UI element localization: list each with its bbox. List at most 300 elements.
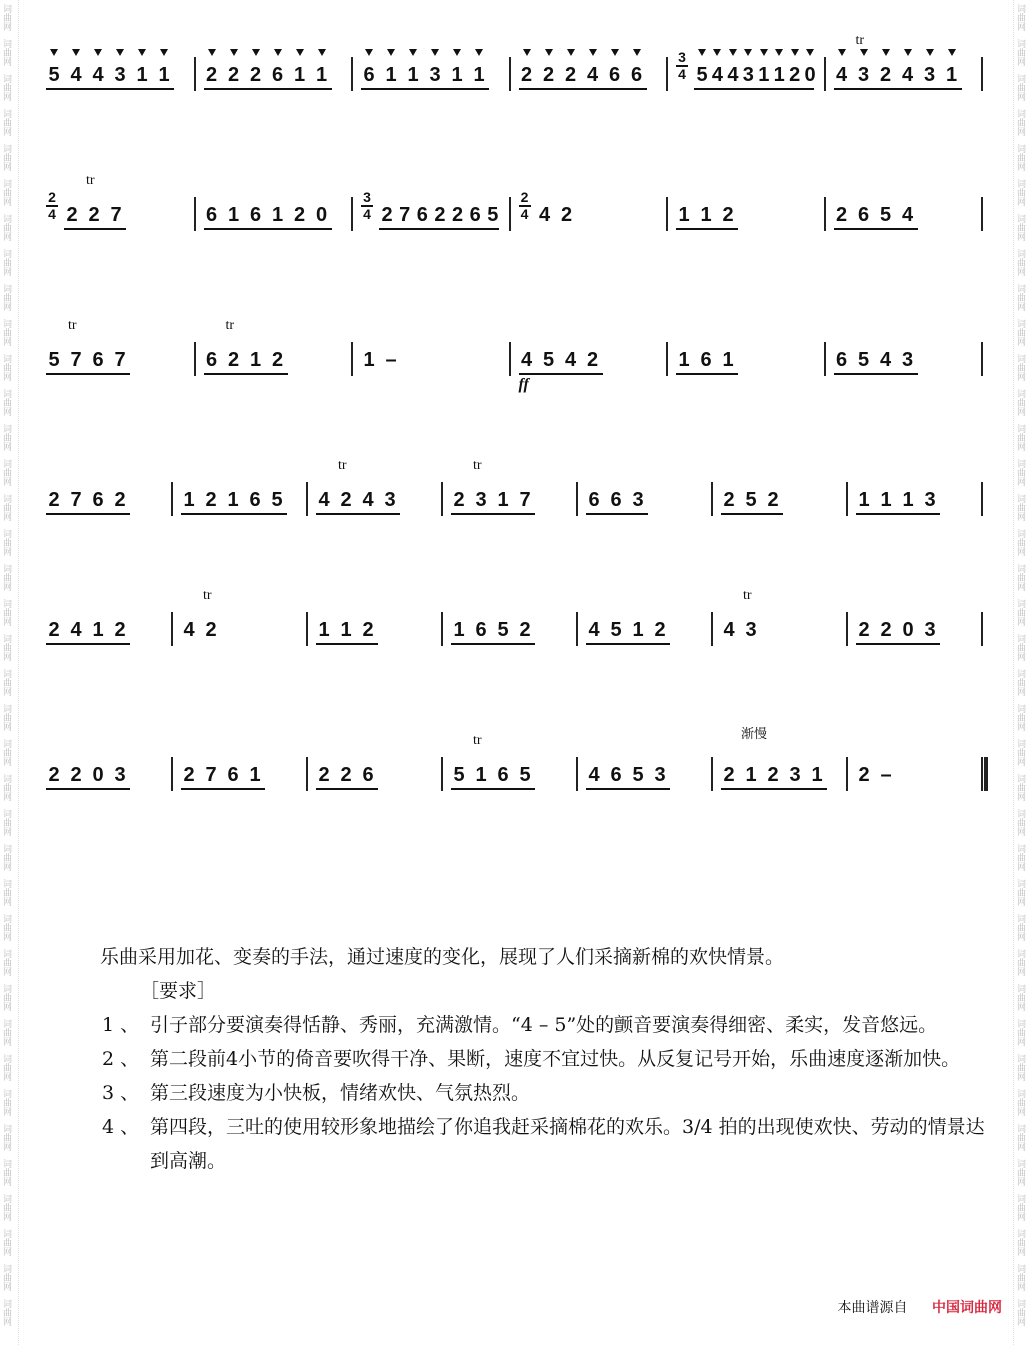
jianpu-note: 5 — [696, 64, 708, 86]
bar-line — [171, 757, 173, 791]
watermark-text: 词曲网 — [1015, 949, 1025, 976]
bar-line — [171, 612, 173, 646]
jianpu-note: 1 — [385, 64, 397, 86]
watermark-text: 词曲网 — [1, 1019, 11, 1046]
beam-underline — [586, 643, 670, 645]
jianpu-note: 4 — [70, 619, 82, 641]
staccato-mark — [926, 49, 934, 56]
bar-line — [576, 482, 578, 516]
jianpu-note: 5 — [879, 204, 892, 226]
watermark-text: 词曲网 — [1015, 354, 1025, 381]
jianpu-note: 4 — [711, 64, 723, 86]
jianpu-note: 6 — [271, 64, 284, 86]
beam-underline — [64, 228, 126, 230]
jianpu-note: – — [385, 349, 397, 371]
jianpu-note: 3 — [632, 489, 644, 511]
jianpu-note: 4 — [183, 619, 195, 641]
watermark-text: 词曲网 — [1, 879, 11, 906]
jianpu-note: 7 — [114, 349, 126, 371]
watermark-text: 词曲网 — [1, 634, 11, 661]
beam-underline — [316, 788, 378, 790]
jianpu-note: 2 — [381, 204, 393, 226]
jianpu-note: 1 — [880, 489, 892, 511]
jianpu-note: 2 — [520, 64, 533, 86]
requirement-item — [100, 1110, 1000, 1178]
jianpu-note: 5 — [487, 204, 499, 226]
watermark-text: 词曲网 — [1, 494, 11, 521]
jianpu-note: 1 — [453, 619, 465, 641]
requirement-item — [100, 1008, 1000, 1042]
jianpu-note: 1 — [183, 489, 195, 511]
jianpu-note: 1 — [473, 64, 485, 86]
bar-line — [666, 57, 668, 91]
time-sig-bottom: 4 — [363, 205, 371, 222]
watermark-text: 词曲网 — [1, 739, 11, 766]
jianpu-note: 1 — [340, 619, 352, 641]
jianpu-note: 6 — [416, 204, 428, 226]
jianpu-note: 5 — [497, 619, 509, 641]
watermark-text: 词曲网 — [1015, 529, 1025, 556]
jianpu-note: 4 — [835, 64, 848, 86]
jianpu-note: 1 — [315, 64, 328, 86]
beam-underline — [181, 788, 265, 790]
jianpu-note: 1 — [758, 64, 770, 86]
jianpu-note: 6 — [857, 204, 870, 226]
staccato-mark — [409, 49, 417, 56]
description-block — [100, 940, 1000, 1178]
jianpu-note: 2 — [789, 64, 801, 86]
jianpu-note: 4 — [586, 64, 599, 86]
jianpu-note: 1 — [293, 64, 306, 86]
bar-line — [666, 342, 668, 376]
beam-underline — [451, 788, 535, 790]
jianpu-note: 5 — [610, 619, 622, 641]
watermark-text: 词曲网 — [1015, 1159, 1025, 1186]
bar-line — [306, 612, 308, 646]
watermark-text: 词曲网 — [1015, 1124, 1025, 1151]
watermark-text: 词曲网 — [1015, 774, 1025, 801]
watermark-text: 词曲网 — [1, 1054, 11, 1081]
bar-line — [846, 757, 848, 791]
watermark-text: 词曲网 — [1015, 809, 1025, 836]
beam-underline — [676, 373, 738, 375]
beam-underline — [379, 228, 499, 230]
watermark-text: 词曲网 — [1, 1299, 11, 1326]
staccato-mark — [116, 49, 124, 56]
staccato-mark — [775, 49, 783, 56]
bar-line — [306, 482, 308, 516]
beam-underline — [586, 513, 648, 515]
jianpu-note: 2 — [654, 619, 666, 641]
beam-underline — [181, 513, 287, 515]
bar-line — [306, 757, 308, 791]
footer-source — [838, 1297, 1002, 1317]
bar-line — [194, 57, 196, 91]
jianpu-note: 2 — [227, 349, 240, 371]
bar-line — [981, 57, 983, 91]
bar-line — [576, 757, 578, 791]
watermark-text: 词曲网 — [1015, 109, 1025, 136]
jianpu-note: 3 — [429, 64, 441, 86]
watermark-text: 词曲网 — [1015, 144, 1025, 171]
jianpu-note: 1 — [678, 204, 690, 226]
watermark-text: 词曲网 — [1015, 39, 1025, 66]
trill-mark: tr — [473, 458, 482, 473]
watermark-text: 词曲网 — [1, 529, 11, 556]
dynamic-ff: ff — [518, 376, 529, 393]
jianpu-note: 3 — [901, 349, 914, 371]
staccato-mark — [713, 49, 721, 56]
watermark-text: 词曲网 — [1015, 1019, 1025, 1046]
bar-line — [824, 57, 826, 91]
watermark-text: 词曲网 — [1, 564, 11, 591]
jianpu-note: 1 — [227, 489, 239, 511]
jianpu-note: 4 — [70, 64, 82, 86]
beam-underline — [46, 513, 130, 515]
jianpu-note: 5 — [745, 489, 757, 511]
bar-line — [711, 757, 713, 791]
jianpu-note: 6 — [362, 764, 374, 786]
requirement-item — [100, 1076, 1000, 1110]
staccato-mark — [523, 49, 531, 56]
jianpu-note: 1 — [632, 619, 644, 641]
staccato-mark — [208, 49, 216, 56]
jianpu-note: 6 — [630, 64, 643, 86]
beam-underline — [204, 228, 332, 230]
jianpu-note: 6 — [249, 489, 261, 511]
beam-underline — [519, 88, 647, 90]
staccato-mark — [633, 49, 641, 56]
time-sig-bottom: 4 — [48, 205, 56, 222]
trill-mark: tr — [338, 458, 347, 473]
final-bar-line — [984, 757, 988, 791]
time-sig-bottom: 4 — [520, 205, 529, 222]
jianpu-note: 4 — [362, 489, 374, 511]
score-row — [40, 460, 995, 530]
jianpu-note: 2 — [340, 764, 352, 786]
tempo-marking: 渐慢 — [741, 727, 768, 742]
jianpu-note: 2 — [48, 619, 60, 641]
jianpu-note: 3 — [789, 764, 801, 786]
staccato-mark — [729, 49, 737, 56]
watermark-text: 词曲网 — [1015, 739, 1025, 766]
bar-line — [351, 197, 353, 231]
staccato-mark — [72, 49, 80, 56]
staccato-mark — [838, 49, 846, 56]
jianpu-note: 2 — [318, 764, 330, 786]
staccato-mark — [744, 49, 752, 56]
requirement-item — [100, 1042, 1000, 1076]
requirements-list — [100, 1008, 1000, 1178]
watermark-text: 词曲网 — [1015, 1229, 1025, 1256]
beam-underline — [856, 643, 940, 645]
jianpu-note: 4 — [92, 64, 104, 86]
jianpu-note: 4 — [520, 349, 533, 371]
staccato-mark — [296, 49, 304, 56]
jianpu-note: 2 — [205, 489, 217, 511]
jianpu-note: 6 — [475, 619, 487, 641]
staccato-mark — [791, 49, 799, 56]
jianpu-note: 5 — [632, 764, 644, 786]
jianpu-note: 1 — [227, 204, 240, 226]
watermark-text: 词曲网 — [1, 1159, 11, 1186]
footer-brand-link[interactable]: 中国词曲网 — [932, 1300, 1002, 1316]
jianpu-note: 0 — [804, 64, 816, 86]
jianpu-note: 1 — [249, 349, 262, 371]
watermark-text: 词曲网 — [1, 249, 11, 276]
staccato-mark — [387, 49, 395, 56]
trill-mark: tr — [86, 173, 95, 188]
staccato-mark — [365, 49, 373, 56]
staccato-mark — [475, 49, 483, 56]
score-row — [40, 590, 995, 660]
trill-mark: tr — [68, 318, 77, 333]
watermark-text: 词曲网 — [1, 1089, 11, 1116]
jianpu-note: 7 — [70, 489, 82, 511]
jianpu-note: 2 — [880, 619, 892, 641]
jianpu-note: 6 — [363, 64, 375, 86]
watermark-text: 词曲网 — [1015, 564, 1025, 591]
jianpu-note: 2 — [767, 489, 779, 511]
trill-mark: tr — [203, 588, 212, 603]
jianpu-note: 1 — [858, 489, 870, 511]
jianpu-note: 2 — [723, 764, 735, 786]
jianpu-note: 6 — [92, 349, 104, 371]
jianpu-note: 1 — [271, 204, 284, 226]
watermark-text: 词曲网 — [1, 74, 11, 101]
jianpu-note: 4 — [901, 204, 914, 226]
jianpu-note: 2 — [519, 619, 531, 641]
jianpu-note: 2 — [249, 64, 262, 86]
watermark-text: 词曲网 — [1, 774, 11, 801]
jianpu-note: 2 — [205, 64, 218, 86]
staccato-mark — [760, 49, 768, 56]
requirement-number: 3 、 — [102, 1082, 140, 1104]
bar-line — [441, 482, 443, 516]
beam-underline — [586, 788, 670, 790]
watermark-text: 词曲网 — [1, 844, 11, 871]
jianpu-note: 2 — [48, 764, 60, 786]
bar-line — [981, 482, 983, 516]
bar-line — [171, 482, 173, 516]
staccato-mark — [698, 49, 706, 56]
jianpu-note: 3 — [857, 64, 870, 86]
score-row — [40, 318, 995, 393]
watermark-text: 词曲网 — [1, 109, 11, 136]
requirement-text: 第二段前4小节的倚音要吹得干净、果断，速度不宜过快。从反复记号开始，乐曲速度逐渐加快。 — [150, 1048, 961, 1070]
watermark-text: 词曲网 — [1, 809, 11, 836]
requirement-text: 第四段，三吐的使用较形象地描绘了你追我赶采摘棉花的欢乐。3/4 拍的出现使欢快、劳动的情景达到高潮。 — [150, 1116, 985, 1172]
jianpu-note: 6 — [469, 204, 481, 226]
beam-underline — [46, 373, 130, 375]
staccato-mark — [252, 49, 260, 56]
time-signature — [46, 191, 58, 221]
jianpu-note: 1 — [158, 64, 170, 86]
jianpu-note: 2 — [722, 204, 734, 226]
jianpu-note: 2 — [340, 489, 352, 511]
watermark-text: 词曲网 — [1015, 249, 1025, 276]
jianpu-note: 1 — [678, 349, 690, 371]
jianpu-note: 1 — [945, 64, 958, 86]
watermark-text: 词曲网 — [1015, 389, 1025, 416]
watermark-text: 词曲网 — [1, 179, 11, 206]
jianpu-note: 6 — [205, 349, 218, 371]
requirement-text: 第三段速度为小快板，情绪欢快、气氛热烈。 — [150, 1082, 531, 1104]
watermark-text: 词曲网 — [1, 914, 11, 941]
jianpu-score — [40, 0, 995, 860]
jianpu-note: 4 — [723, 619, 735, 641]
jianpu-note: 1 — [249, 764, 261, 786]
jianpu-note: 6 — [92, 489, 104, 511]
jianpu-note: 6 — [588, 489, 600, 511]
jianpu-note: 2 — [452, 204, 464, 226]
time-signature — [519, 191, 531, 221]
beam-underline — [721, 513, 783, 515]
watermark-text: 词曲网 — [1, 984, 11, 1011]
jianpu-note: 7 — [110, 204, 122, 226]
staccato-mark — [318, 49, 326, 56]
jianpu-note: 2 — [586, 349, 599, 371]
beam-underline — [204, 373, 288, 375]
watermark-text: 词曲网 — [1, 354, 11, 381]
jianpu-note: 7 — [205, 764, 217, 786]
trill-mark: tr — [743, 588, 752, 603]
bar-line — [981, 342, 983, 376]
beam-underline — [834, 228, 918, 230]
staccato-mark — [860, 49, 868, 56]
bar-line — [981, 197, 983, 231]
bar-line — [981, 612, 983, 646]
jianpu-note: 2 — [362, 619, 374, 641]
watermark-text: 词曲网 — [1015, 1264, 1025, 1291]
jianpu-note: 6 — [497, 764, 509, 786]
watermark-text: 词曲网 — [1015, 214, 1025, 241]
staccato-mark — [882, 49, 890, 56]
watermark-text: 词曲网 — [1015, 599, 1025, 626]
watermark-text: 词曲网 — [1015, 494, 1025, 521]
jianpu-note: 5 — [48, 64, 60, 86]
bar-line — [351, 57, 353, 91]
watermark-text: 词曲网 — [1015, 669, 1025, 696]
jianpu-note: 3 — [654, 764, 666, 786]
watermark-text: 词曲网 — [1015, 1054, 1025, 1081]
jianpu-note: 6 — [610, 764, 622, 786]
staccato-mark — [948, 49, 956, 56]
watermark-text: 词曲网 — [1015, 984, 1025, 1011]
bar-line — [666, 197, 668, 231]
watermark-text: 词曲网 — [1, 599, 11, 626]
jianpu-note: 2 — [48, 489, 60, 511]
jianpu-note: 5 — [48, 349, 60, 371]
staccato-mark — [230, 49, 238, 56]
jianpu-note: 2 — [560, 204, 573, 226]
jianpu-note: 2 — [227, 64, 240, 86]
watermark-text: 词曲网 — [1, 39, 11, 66]
jianpu-note: 1 — [745, 764, 757, 786]
beam-underline — [46, 88, 174, 90]
time-sig-bottom: 4 — [678, 65, 686, 82]
jianpu-note: 6 — [700, 349, 712, 371]
staccato-mark — [94, 49, 102, 56]
bar-line — [824, 197, 826, 231]
jianpu-note: 2 — [271, 349, 284, 371]
jianpu-note: 2 — [66, 204, 78, 226]
jianpu-note: 3 — [475, 489, 487, 511]
jianpu-note: 4 — [588, 619, 600, 641]
staccato-mark — [431, 49, 439, 56]
jianpu-note: 4 — [727, 64, 739, 86]
watermark-text: 词曲网 — [1, 1194, 11, 1221]
staccato-mark — [274, 49, 282, 56]
watermark-text: 词曲网 — [1015, 179, 1025, 206]
left-watermark-strip — [0, 0, 19, 1345]
score-row — [40, 727, 995, 805]
beam-underline — [451, 643, 535, 645]
jianpu-note: 1 — [92, 619, 104, 641]
jianpu-note: 2 — [858, 619, 870, 641]
jianpu-note: 5 — [453, 764, 465, 786]
jianpu-note: 2 — [434, 204, 446, 226]
staccato-mark — [545, 49, 553, 56]
bar-line — [824, 342, 826, 376]
time-signature — [361, 191, 373, 221]
jianpu-note: 1 — [318, 619, 330, 641]
score-row — [40, 175, 995, 245]
staccato-mark — [50, 49, 58, 56]
jianpu-note: 6 — [835, 349, 848, 371]
bar-line — [509, 197, 511, 231]
watermark-text: 词曲网 — [1, 284, 11, 311]
jianpu-note: 5 — [271, 489, 283, 511]
watermark-text: 词曲网 — [1, 704, 11, 731]
watermark-text: 词曲网 — [1015, 844, 1025, 871]
watermark-text: 词曲网 — [1015, 1194, 1025, 1221]
jianpu-note: 2 — [858, 764, 870, 786]
beam-underline — [451, 513, 535, 515]
watermark-text: 词曲网 — [1, 1229, 11, 1256]
bar-line — [509, 57, 511, 91]
jianpu-note: 2 — [183, 764, 195, 786]
jianpu-note: 2 — [767, 764, 779, 786]
jianpu-note: 1 — [475, 764, 487, 786]
jianpu-note: 4 — [588, 764, 600, 786]
jianpu-note: 1 — [451, 64, 463, 86]
watermark-text: 词曲网 — [1, 1124, 11, 1151]
jianpu-note: 3 — [384, 489, 396, 511]
score-row — [40, 35, 995, 105]
watermark-text: 词曲网 — [1015, 1299, 1025, 1326]
bar-line — [194, 197, 196, 231]
requirement-text: 引子部分要演奏得恬静、秀丽，充满激情。“4 – 5”处的颤音要演奏得细密、柔实，发音悠远。 — [150, 1014, 938, 1036]
bar-line — [509, 342, 511, 376]
watermark-text: 词曲网 — [1, 669, 11, 696]
bar-line — [981, 757, 983, 791]
jianpu-note: 3 — [114, 764, 126, 786]
staccato-mark — [160, 49, 168, 56]
staccato-mark — [453, 49, 461, 56]
staccato-mark — [567, 49, 575, 56]
watermark-text: 词曲网 — [1015, 879, 1025, 906]
bar-line — [846, 612, 848, 646]
trill-mark: tr — [855, 33, 865, 48]
beam-underline — [856, 513, 940, 515]
jianpu-note: – — [880, 764, 892, 786]
watermark-text: 词曲网 — [1015, 1089, 1025, 1116]
requirement-number: 4 、 — [102, 1116, 140, 1138]
bar-line — [846, 482, 848, 516]
bar-line — [351, 342, 353, 376]
requirements-title: ［要求］ — [140, 980, 217, 1002]
